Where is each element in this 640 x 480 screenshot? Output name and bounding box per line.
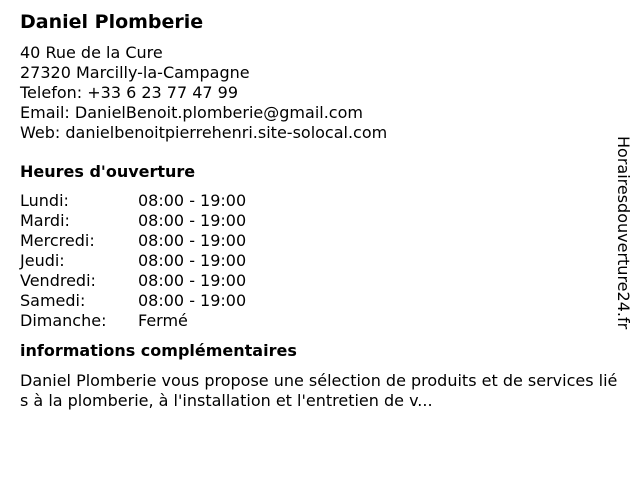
day-label: Dimanche: [20, 311, 107, 330]
opening-hours-title: Heures d'ouverture [20, 162, 196, 181]
day-label: Mardi: [20, 211, 70, 230]
day-hours: 08:00 - 19:00 [138, 191, 247, 210]
business-name: Daniel Plomberie [20, 11, 204, 33]
website-address: Web: danielbenoitpierrehenri.site-solocal.com [20, 123, 388, 142]
day-hours: 08:00 - 19:00 [138, 271, 247, 290]
city-address: 27320 Marcilly-la-Campagne [20, 63, 250, 82]
opening-hours-list [20, 191, 610, 331]
email-address: Email: DanielBenoit.plomberie@gmail.com [20, 103, 363, 122]
hours-row-lundi [20, 191, 610, 211]
day-label: Vendredi: [20, 271, 96, 290]
day-hours: Fermé [138, 311, 188, 330]
street-address: 40 Rue de la Cure [20, 43, 163, 62]
hours-row-mercredi [20, 231, 610, 251]
phone-number: Telefon: +33 6 23 77 47 99 [20, 83, 239, 102]
day-hours: 08:00 - 19:00 [138, 291, 247, 310]
day-hours: 08:00 - 19:00 [138, 211, 247, 230]
hours-row-dimanche [20, 311, 610, 331]
day-label: Jeudi: [20, 251, 65, 270]
business-card [20, 10, 618, 411]
hours-row-jeudi [20, 251, 610, 271]
hours-row-mardi [20, 211, 610, 231]
day-hours: 08:00 - 19:00 [138, 231, 247, 250]
site-watermark: Horairesdouverture24.fr [614, 136, 633, 330]
additional-info-title: informations complémentaires [20, 341, 297, 360]
day-label: Mercredi: [20, 231, 95, 250]
additional-info-text: Daniel Plomberie vous propose une sélection de produits et de services liés à la plomberie, à l'installation et l'entretien de v... [20, 371, 618, 410]
hours-row-samedi [20, 291, 610, 311]
hours-row-vendredi [20, 271, 610, 291]
contact-block [20, 43, 610, 143]
day-label: Lundi: [20, 191, 69, 210]
day-label: Samedi: [20, 291, 86, 310]
day-hours: 08:00 - 19:00 [138, 251, 247, 270]
